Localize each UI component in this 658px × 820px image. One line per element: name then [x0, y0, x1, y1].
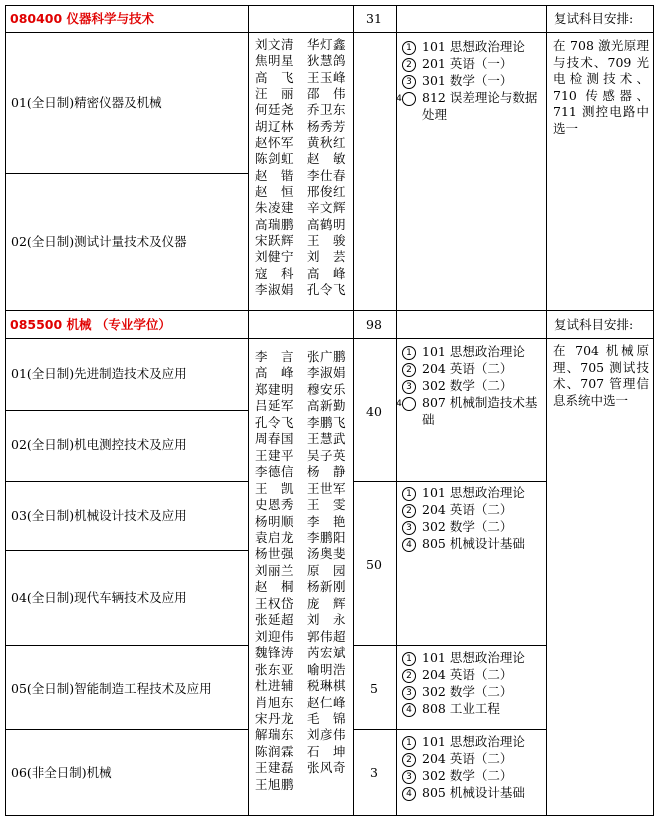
number-circle-icon: 1 — [402, 736, 416, 750]
exam-subjects — [396, 343, 544, 428]
enrollment-total: 98 — [366, 317, 382, 332]
number-circle-icon: 4 — [402, 703, 416, 717]
subject-item: 1 101 思想政治理论 — [402, 649, 544, 666]
subject-item: 3 302 数学（二） — [402, 377, 544, 394]
number-circle-icon: 2 — [402, 363, 416, 377]
subject-item: 2 201 英语（一） — [402, 55, 544, 72]
enrollment-count: 50 — [366, 557, 382, 572]
retest-header: 复试科目安排: — [554, 11, 634, 26]
subject-item: 1 101 思想政治理论 — [402, 343, 544, 360]
subject-item: 2 204 英语（二） — [402, 666, 544, 683]
number-circle-icon: 3 — [402, 75, 416, 89]
retest-header: 复试科目安排: — [554, 317, 634, 332]
direction-label: 02(全日制)机电测控技术及应用 — [11, 437, 187, 452]
number-circle-icon: 3 — [402, 686, 416, 700]
number-circle-icon: 2 — [402, 669, 416, 683]
number-circle-icon: 2 — [402, 504, 416, 518]
subject-item: 4 812 误差理论与数据处理 — [396, 90, 538, 122]
direction-label: 05(全日制)智能制造工程技术及应用 — [11, 681, 212, 696]
enrollment-count: 40 — [366, 404, 382, 419]
supervisor-list: 李 言 张广鹏 高 峰 李淑娟 郑建明 穆安乐 吕延军 高新勤 孔令飞 李鹏飞 周春国 王慧武 王建平 吴子英 李德信 杨 静 王 凯 王世军 史恩秀 王 雯 杨明顺 李 艳 袁启龙 李鹏阳 杨世强 汤奥斐 刘丽兰 原 园 赵 桐 杨新刚 王权岱 庞 辉 张延超 刘 永 刘迎伟 郭伟超 魏锋涛 芮宏斌 张东亚 喻明浩 杜进辅 税琳棋 肖旭东 赵仁峰 宋丹龙 毛 锦 解瑞东 刘彦伟 陈润霖 石 坤 王建磊 张风奇 王旭鹏 — [255, 349, 347, 792]
subject-item: 2 204 英语（二） — [402, 501, 544, 518]
enrollment-count: 5 — [370, 681, 378, 696]
number-circle-icon: 2 — [402, 58, 416, 72]
supervisor-list: 刘文清 华灯鑫 焦明星 狄慧鸽 高 飞 王玉峰 汪 丽 邵 伟 何廷尧 乔卫东 胡辽林 杨秀芳 赵怀军 黄秋红 陈剑虹 赵 敏 赵 锴 李仕春 赵 恒 邢俊红 朱凌建 辛文辉 高瑞鹏 高鹤明 宋跃辉 王 骏 刘健宁 刘 芸 寇 科 高 峰 李淑娟 孔令飞 — [255, 37, 347, 298]
number-circle-icon: 1 — [402, 41, 416, 55]
enrollment-count: 3 — [370, 765, 378, 780]
number-circle-icon: 3 — [402, 770, 416, 784]
direction-label: 01(全日制)精密仪器及机械 — [11, 95, 162, 110]
subject-item: 2 204 英语（二） — [402, 750, 544, 767]
exam-subjects — [402, 484, 544, 552]
direction-label: 06(非全日制)机械 — [11, 765, 112, 780]
number-circle-icon: 4 — [402, 397, 416, 411]
direction-label: 02(全日制)测试计量技术及仪器 — [11, 234, 187, 249]
number-circle-icon: 1 — [402, 487, 416, 501]
subject-item: 4 805 机械设计基础 — [402, 784, 544, 801]
number-circle-icon: 3 — [402, 380, 416, 394]
number-circle-icon: 4 — [402, 92, 416, 106]
exam-subjects — [402, 733, 544, 801]
subject-item: 4 805 机械设计基础 — [402, 535, 544, 552]
retest-subjects: 在 708 激光原理与技术、709 光电检测技术、710 传感器、711 测控电路中选一 — [553, 38, 649, 136]
number-circle-icon: 4 — [402, 538, 416, 552]
subject-item: 1 101 思想政治理论 — [402, 484, 544, 501]
subject-item: 3 302 数学（二） — [402, 767, 544, 784]
direction-label: 04(全日制)现代车辆技术及应用 — [11, 590, 187, 605]
retest-subjects: 在 704 机械原理、705 测试技术、707 管理信息系统中选一 — [553, 343, 649, 408]
subject-item: 4 807 机械制造技术基础 — [396, 395, 538, 427]
major-title: 080400 仪器科学与技术 — [10, 11, 155, 26]
subject-item: 2 204 英语（二） — [402, 360, 544, 377]
subject-item: 3 302 数学（二） — [402, 518, 544, 535]
major-title: 085500 机械 （专业学位） — [10, 317, 171, 332]
number-circle-icon: 3 — [402, 521, 416, 535]
direction-label: 01(全日制)先进制造技术及应用 — [11, 366, 187, 381]
subject-item: 3 301 数学（一） — [402, 72, 544, 89]
exam-subjects — [402, 649, 544, 717]
direction-label: 03(全日制)机械设计技术及应用 — [11, 508, 187, 523]
subject-item: 1 101 思想政治理论 — [402, 38, 544, 55]
enrollment-total: 31 — [366, 11, 382, 26]
number-circle-icon: 2 — [402, 753, 416, 767]
subject-item: 4 808 工业工程 — [402, 700, 544, 717]
number-circle-icon: 1 — [402, 652, 416, 666]
number-circle-icon: 4 — [402, 787, 416, 801]
subject-item: 3 302 数学（二） — [402, 683, 544, 700]
subject-item: 1 101 思想政治理论 — [402, 733, 544, 750]
exam-subjects — [396, 38, 544, 123]
number-circle-icon: 1 — [402, 346, 416, 360]
